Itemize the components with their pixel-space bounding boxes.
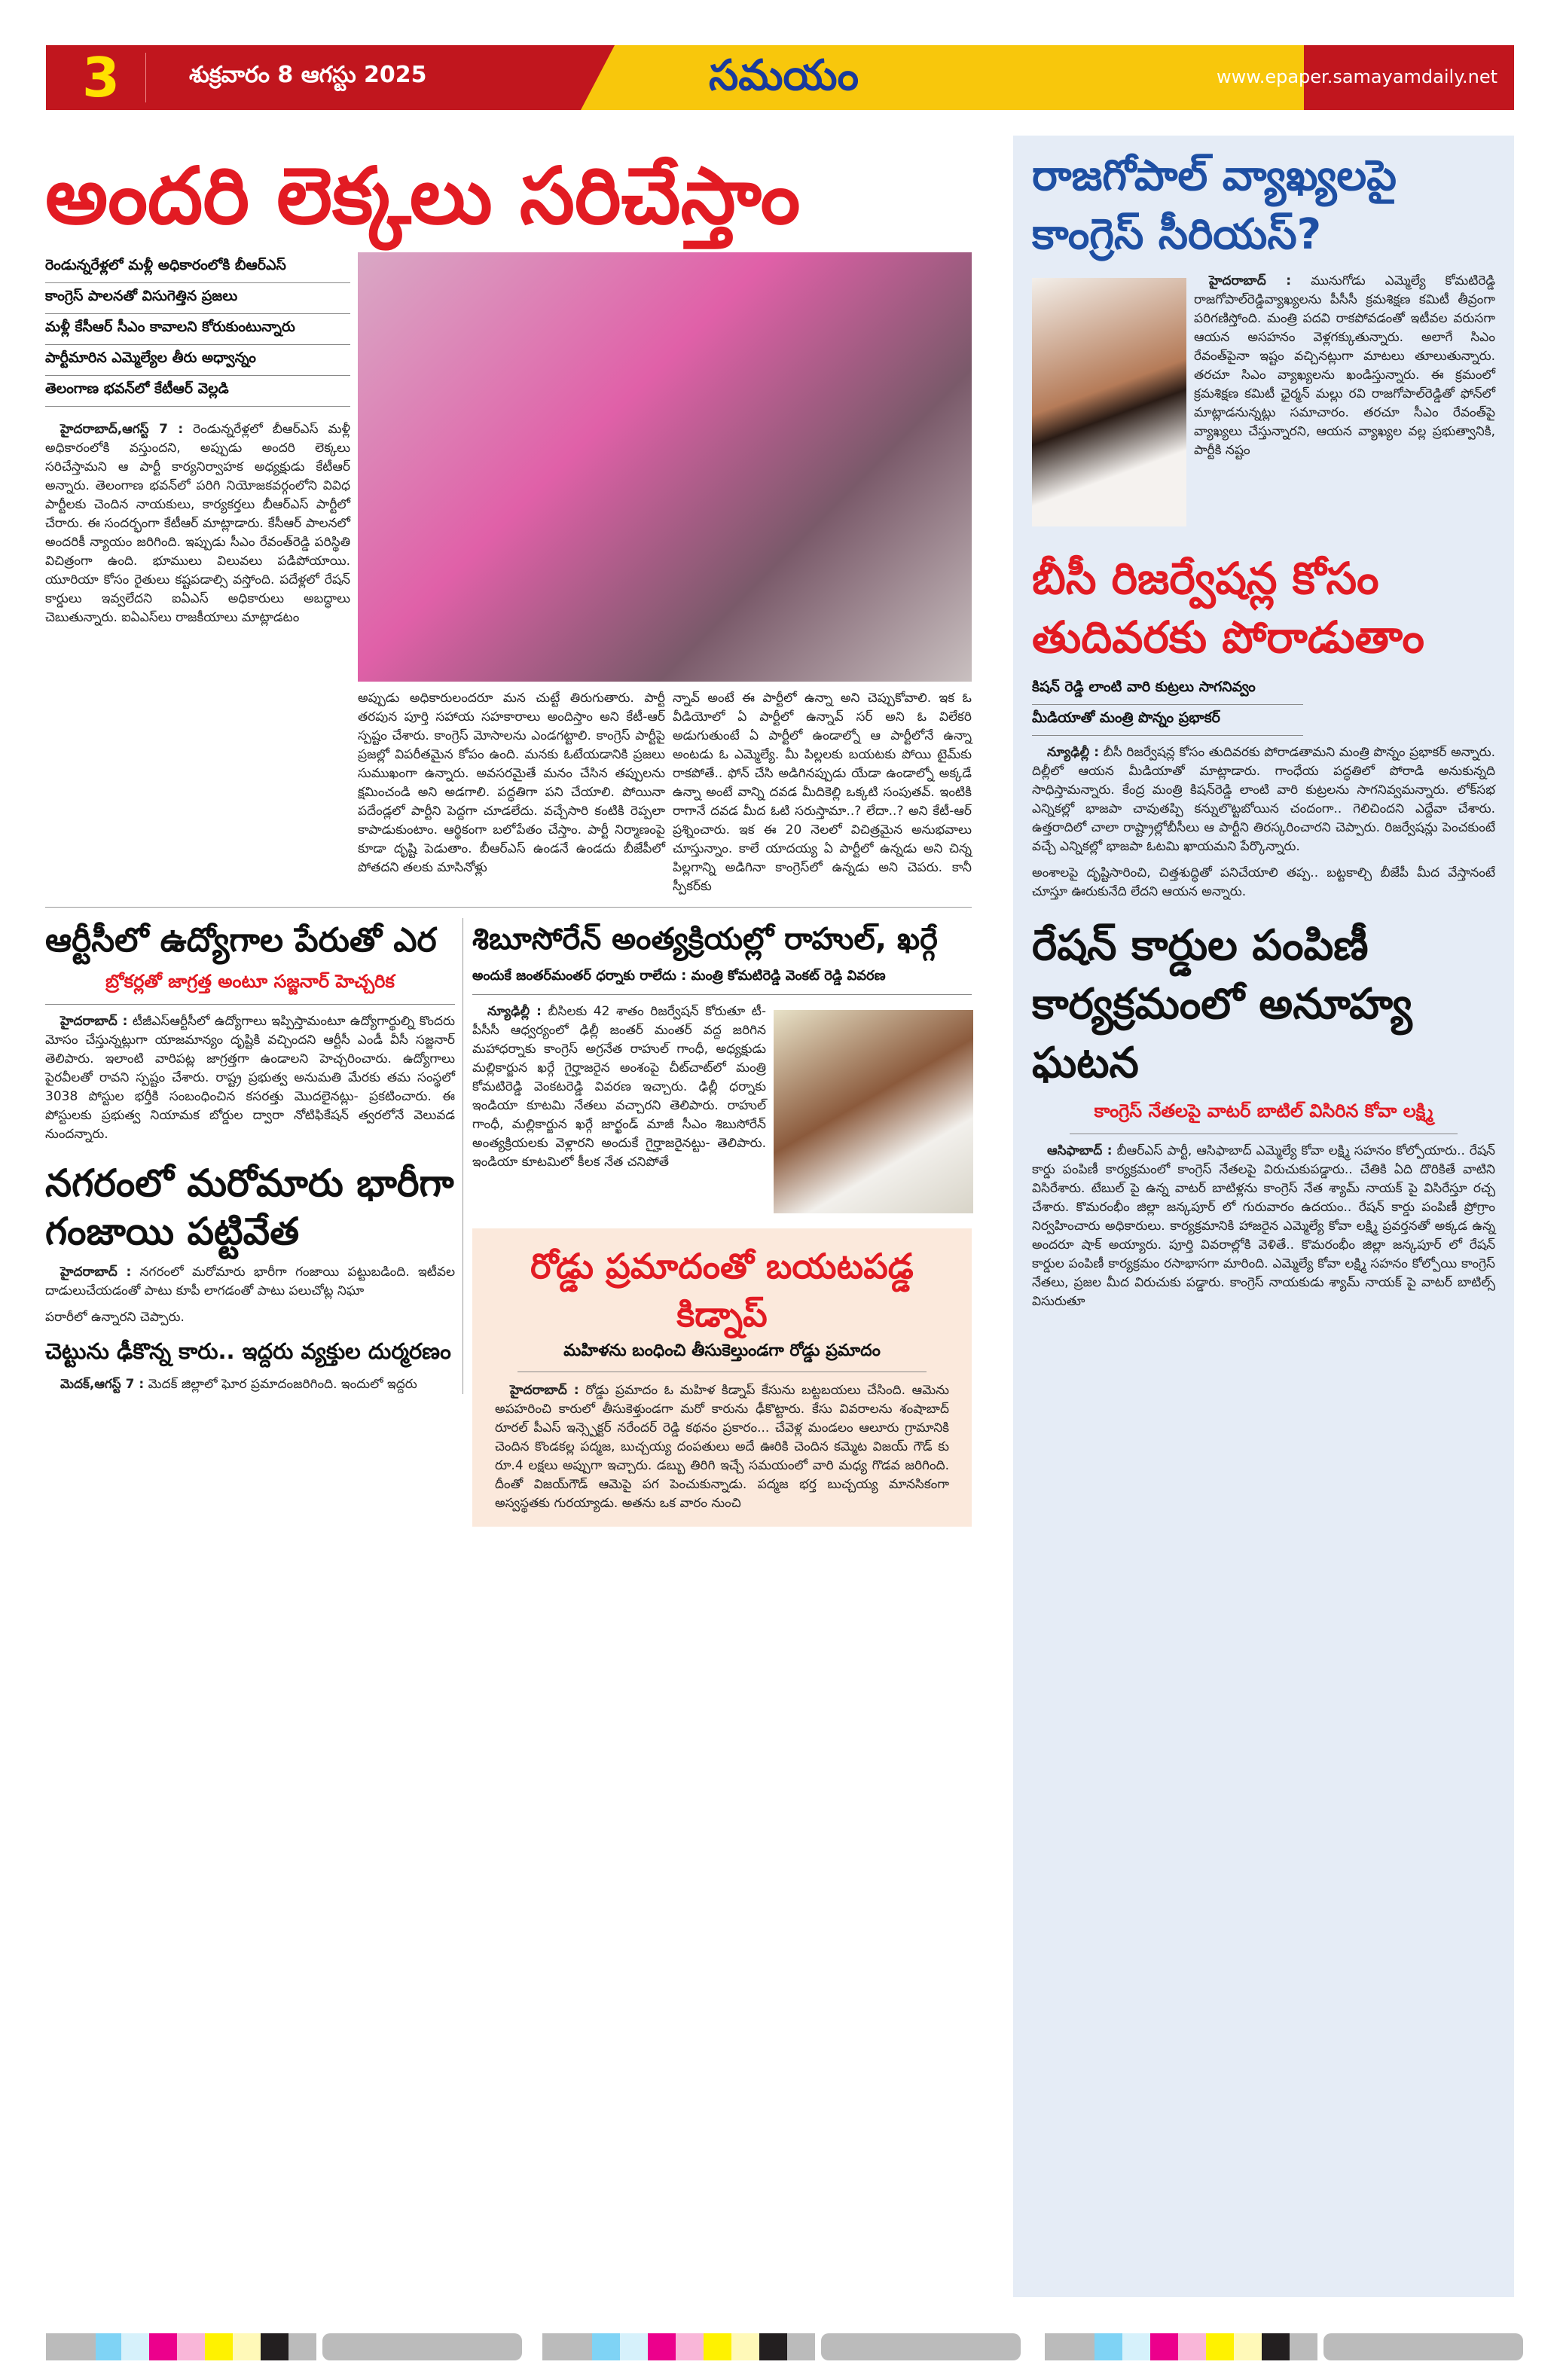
rajagopal-photo [1032,278,1186,526]
rajagopal-headline: రాజగోపాల్ వ్యాఖ్యలపై కాంగ్రెస్ సీరియస్? [1032,151,1397,259]
ganja-headline: నగరంలో మరోమారు భారీగా గంజాయి పట్టివేత [45,1161,454,1253]
header-divider [145,53,146,102]
rtc-headline: ఆర్టీసీలో ఉద్యోగాల పేరుతో ఎర [45,921,437,960]
kidnap-body [495,1381,949,1513]
medak-body [45,1375,455,1394]
dateline: హైదరాబాద్ : [60,1265,132,1280]
left-area [45,147,972,1527]
body-text: బీసిలకు 42 శాతం రిజర్వేషన్ కోరుతూ టీ-పీసీసీ ఆధ్వర్యంలో ఢిల్లీ జంతర్ మంతర్ వద్ద జరిగిన మహాధర్నాకు కాంగ్రెస్ అగ్రనేత రాహుల్ గాంధీ, అధ్యక్షుడు మల్లికార్జున ఖర్గే గైర్హాజరైన అంశంపై చీట్‌చాట్‌లో మంత్రి కోమటిరెడ్డి వెంకటరెడ్డి వివరణ ఇచ్చారు. ఢిల్లీ ధర్నాకు ఇండియా కూటమి నేతలు వచ్చారని తెలిపారు. రాహుల్ గాంధీ, మల్లికార్జున ఖర్గే జార్ఖండ్ మాజీ సీఎం శిబుసోరేన్ అంత్యక్రియలకు వెళ్లారని అందుకే గైర్హాజరైనట్టు- తెలిపారు. ఇండియా కూటమిలో కీలక నేత చనిపోతే [472,1004,766,1170]
rtc-body [45,1012,455,1144]
kidnap-box [472,1228,972,1527]
dateline: న్యూఢిల్లీ : [487,1004,542,1019]
rajagopal-story [1032,272,1495,526]
kidnap-deck: మహిళను బంధించి తీసుకెల్తుండగా రోడ్డు ప్రమాదం [517,1341,927,1372]
color-registration-bar [1045,2333,1523,2360]
shibu-story [472,1002,972,1213]
body-text: బీసీ రిజర్వేషన్ల కోసం తుదివరకు పోరాడతామని మంత్రి పొన్నం ప్రభాకర్ అన్నారు. దిల్లీలో ఆయన మీడియాతో మాట్లాడారు. గాంధేయ పద్ధతిలో పోరాడి అనుకున్నది సాధిస్తామన్నారు. కేంద్ర మంత్రి కిషన్‌రెడ్డి లాంటి వారి కుట్రలను సాగనివ్వమన్నారు. లోక్‌సభ ఎన్నికల్లో భాజపా చావుతప్పి కన్నులొట్టబోయిన చందంగా.. గెలిచిందని ఎద్దేవా చేశారు. ఉత్తరాదిలో చాలా రాష్ట్రాల్లోబీసీలు ఆ పార్టీని తిరస్కరించారని చెప్పారు. రిజర్వేషన్లు పెంచకుంటే వచ్చే ఎన్నికల్లో భాజపా ఓటమి ఖాయమని పేర్కొన్నారు. [1032,745,1495,854]
lower-middle-column [463,918,972,1527]
page-header [46,45,1514,110]
ration-deck: కాంగ్రెస్ నేతలపై వాటర్ బాటిల్ విసిరిన కోవా లక్ష్మి [1070,1100,1458,1134]
shibu-headline: శిబూసోరేన్ అంత్యక్రియల్లో రాహుల్, ఖర్గే [472,922,938,957]
shibu-body [472,1002,766,1172]
header-yellow-band [581,45,1304,110]
dateline: ఆసిఫాబాద్ : [1047,1143,1113,1158]
ration-body [1032,1142,1495,1311]
medak-headline: చెట్టును ఢీకొన్న కారు.. ఇద్దరు వ్యక్తుల దుర్మరణం [45,1338,451,1364]
body-text: రోడ్డు ప్రమాదం ఓ మహిళ కిడ్నాప్ కేసును బట్టబయలు చేసింది. ఆమెను అపహరించి కారులో తీసుకెళ్తుండగా మరో కారును ఢీకొట్టారు. కేసు వివరాలను శంషాబాద్ రూరల్ పీఎస్ ఇన్స్పెక్టర్ నరేందర్ రెడ్డి కథనం ప్రకారం... చేవెళ్ల మండలం ఆలూరు గ్రామానికి చెందిన కొండకల్ల పద్మజ, బుచ్చయ్య దంపతులు అదే ఊరికి చెందిన కమ్మెట విజయ్ గౌడ్ కు రూ.4 లక్షలు అప్పుగా ఇచ్చారు. డబ్బు తిరిగి ఇచ్చే సమయంలో వారి మధ్య గొడవ జరిగింది. దీంతో విజయ్‌గౌడ్ ఆమెపై పగ పెంచుకున్నాడు. పద్మజ భర్త బుచ్చయ్య మానసికంగా అస్వస్థతకు గురయ్యాడు. అతను ఒక వారం నుంచి [495,1383,950,1511]
bc-headline: బీసీ రిజర్వేషన్ల కోసం తుదివరకు పోరాడుతాం [1032,553,1424,663]
lead-columns [358,689,972,896]
body-text: మెదక్ జిల్లాలో ఘోర ప్రమాదంజరిగింది. ఇందులో ఇద్దరు [148,1377,417,1392]
lead-body-col1 [45,420,350,627]
shibu-deck: అందుకే జంతర్‌మంతర్ ధర్నాకు రాలేదు : మంత్రి కోమటిరెడ్డి వెంకట్ రెడ్డి వివరణ [472,968,972,995]
rtc-deck: బ్రోకర్లతో జాగ్రత్త అంటూ సజ్జనార్ హెచ్చరిక [45,971,455,1005]
masthead-logo: సమయం [709,51,859,100]
dateline: మెదక్,ఆగస్ట్ 7 : [60,1377,145,1392]
section-divider [45,907,972,908]
color-registration-bar [46,2333,522,2360]
lead-decks [45,252,350,627]
body-text: రెండున్నరేళ్లలో బీఆర్ఎస్ మళ్లీ అధికారంలోకి వస్తుందని, అప్పుడు అందరి లెక్కలు సరిచేస్తామని ఆ పార్టీ కార్యనిర్వాహక అధ్యక్షుడు కేటీఆర్ అన్నారు. తెలంగాణ భవన్‌లో పరిగి నియోజకవర్గంలోని వివిధ పార్టీలకు చెందిన నాయకులు, కార్యకర్తలు బీఆర్ఎస్ పార్టీలో చేరారు. ఈ సందర్భంగా కేటీఆర్ మాట్లాడారు. కేసీఆర్ పాలనలో అందరికీ న్యాయం జరిగింది. ఇప్పుడు సీఎం రేవంత్‌రెడ్డి పరిస్థితి విచిత్రంగా ఉంది. భూములు విలువలు పడిపోయాయి. యూరియా కోసం రైతులు కష్టపడాల్సి వస్తోంది. పదేళ్లలో రేషన్ కార్డులు ఇవ్వలేదని ఐఏఎస్ అధికారులు అబద్ధాలు చెబుతున్నారు. ఐఏఎస్‌లు రాజకీయాలు మాట్లాడటం [45,422,350,625]
lead-story [45,252,972,896]
bc-deck: మీడియాతో మంత్రి పొన్నం ప్రభాకర్ [1032,705,1303,736]
dateline: న్యూఢిల్లీ : [1047,745,1100,760]
lead-body-col3: న్నావ్ అంటే ఈ పార్టీలో ఉన్నా అని చెప్పుకోవాలి. ఇక ఓ వీడియోలో ఏ పార్టీలో ఉన్నావ్ సర్ అని ఓ విలేకరి అడుగుతుంటే ఏ పార్టీలో ఉండాల్నో ఆ పార్టీలోనే ఉన్నా అంటడు ఓ ఎమ్మెల్యే. మీ పిల్లలకు బయటకు పోయి టైమ్‌కు రాకపోతే.. ఫోన్ చేసి అడిగినప్పుడు యేడా ఉండాల్నో అక్కడే ఉన్నా అంటే వాన్ని దవడ మీదికెల్లి ఒక్కటి సంపుతవ్. ఇంటికి రాగానే దవడ మీద ఓటి సరుస్తామా..? లేదా..? అని కేటీ-ఆర్ ప్రశ్నించారు. ఇక ఈ 20 నెలలో విచిత్రమైన అనుభవాలు చూస్తున్నాం. కాలే యాదయ్య ఏ పార్టీలో ఉన్నడు అని చిన్న పిల్లగాన్ని అడిగినా కాంగ్రెస్‌లో ఉన్నడు అని చెపరు. కానీ స్పీకర్‌కు [673,691,972,894]
dateline: హైదరాబాద్,ఆగస్ట్ 7 : [60,422,184,437]
lower-left-column [45,918,463,1394]
lower-sections [45,918,972,1527]
rajagopal-body [1194,272,1495,460]
komatireddy-photo [774,1010,973,1213]
body-text: మునుగోడు ఎమ్మెల్యే కోమటిరెడ్డి రాజగోపాల్‌రెడ్డివ్యాఖ్యలను పీసీసీ క్రమశిక్షణ కమిటీ తీవ్రంగా పరిగణిస్తోంది. మంత్రి పదవి రాకపోవడంతో ఇటీవల వరుసగా ఆయన అసహనం వెళ్లగక్కుతున్నారు. అలాగే సిఎం రేవంత్‌పైనా ఇష్టం వచ్చినట్లుగా మాటలు తూలుతున్నారు. తరచూ సిఎం వ్యాఖ్యలను ఖండిస్తున్నారు. ఈ క్రమంలో క్రమశిక్షణ కమిటీ ఛైర్మన్ మల్లు రవి రాజగోపాల్‌రెడ్డితో ఫోన్‌లో మాట్లాడనున్నట్లు సమాచారం. తరచూ సీఎం రేవంత్‌పై వ్యాఖ్యలు చేస్తున్నారని, ఆయన వ్యాఖ్యల వల్ల ప్రభుత్వానికి, పార్టీకి నష్టం [1194,273,1496,458]
lead-deck: మళ్లీ కేసీఆర్ సీఎం కావాలని కోరుకుంటున్నారు [45,314,350,345]
lead-headline: అందరి లెక్కలు సరిచేస్తాం [45,150,801,242]
bc-deck: కిషన్ రెడ్డి లాంటి వారి కుట్రలు సాగనివ్వం [1032,674,1303,705]
color-registration-bar [542,2333,1021,2360]
dateline: హైదరాబాద్ : [60,1014,128,1029]
page-number: 3 [82,46,121,109]
body-text: నగరంలో మరోమారు భారీగా గంజాయి పట్టుబడింది. ఇటీవల దాడులుచేయడంతో పాటు కూపీ లాగడంతో పాటు పలుచోట్ల నిఘా [45,1265,456,1298]
bc-body [1032,743,1495,856]
kidnap-headline: రోడ్డు ప్రమాదంతో బయటపడ్డ కిడ్నాప్ [530,1246,914,1335]
issue-date: శుక్రవారం 8 ఆగస్టు 2025 [189,62,427,88]
lead-body-col2: అప్పుడు అధికారులందరూ మన చుట్టే తిరుగుతారు. పార్టీ తరపున పూర్తి సహాయ సహకారాలు అందిస్తాం అని కేటీ-ఆర్ స్పష్టం చేశారు. కాంగ్రెస్ మోసాలను ఎండగట్టాలి. కాంగ్రెస్ పార్టీపై ప్రజల్లో విపరీతమైన కోపం ఉంది. మనకు ఓటేయడానికి ప్రజలు సుముఖంగా ఉన్నారు. అవసరమైతే మనం చేసిన తప్పులను క్షమించండి అని అడగాలి. పద్ధతిగా పని చేయాలి. పోయినా పదేండ్లలో పార్టీని పెద్దగా చూడలేదు. వచ్చేసారి కంటికి రెప్పలా కాపాడుకుంటాం. ఆర్థికంగా బలోపేతం చేస్తాం. పార్టీ నిర్మాణంపై కూడా దృష్టి పెడుతాం. బీఆర్ఎస్ ఉండనే ఉండదు బీజేపీలో పోతదని తలకు మాసినోళ్లు [358,691,665,875]
body-text: టీజీఎస్ఆర్టీసీలో ఉద్యోగాలు ఇప్పిస్తామంటూ ఉద్యోగార్థుల్ని కొందరు మోసం చేస్తున్నట్లుగా యాజమాన్యం దృష్టికి వచ్చిందని ఆర్టీసీ ఎండీ వీసీ సజ్జనార్ తెలిపారు. ఇలాంటి వారిపట్ల జాగ్రత్తగా ఉండాలని హెచ్చరించారు. ఉద్యోగాలు పైరవీలతో రావని స్పష్టం చేశారు. రాష్ట్ర ప్రభుత్వ అనుమతి మేరకు తమ సంస్థలో 3038 పోస్టుల భర్తీకి సంబంధించిన కసరత్తు మొదలైనట్లు- ప్రకటించారు. ఈ పోస్టులకు ప్రభుత్వ నియామక బోర్డుల ద్వారా నోటిఫికేషన్ త్వరలోనే వెలువడ నుందన్నారు. [45,1014,455,1142]
lead-right [358,252,972,896]
bc-body-closing: అంశాలపై దృష్టిసారించి, చిత్తశుద్ధితో పనిచేయాలి తప్ప.. బట్టకాల్చి బీజేపీ మీద వేస్తానంటే చూస్తూ ఊరుకునేది లేదని ఆయన అన్నారు. [1032,865,1495,899]
lead-deck: తెలంగాణ భవన్‌లో కేటీఆర్ వెల్లడి [45,376,350,407]
dateline: హైదరాబాద్ : [510,1383,579,1398]
right-panel [1013,136,1514,2297]
lead-photo-ktr-joining-event [358,252,972,682]
bc-decks [1032,674,1303,736]
ganja-body-closing: పరారీలో ఉన్నారని చెప్పారు. [45,1310,185,1325]
lead-deck: పార్టీమారిన ఎమ్మెల్యేల తీరు అధ్వాన్నం [45,345,350,376]
body-text: బీఆర్ఎస్ పార్టీ, ఆసిఫాబాద్ ఎమ్మెల్యే కోవా లక్ష్మి సహనం కోల్పోయారు.. రేషన్ కార్డు పంపిణీ కార్యక్రమంలో కాంగ్రెస్ నేతలపై విరుచుకుపడ్డారు.. చేతికి ఏది దొరికితే వాటిని విసిరేశారు. టేబుల్ పై ఉన్న వాటర్ బాటిళ్లను కాంగ్రెస్ నేత శ్యామ్ నాయక్ పై విసిరేస్తూ రచ్చ చేశారు. కొమరంభీం జిల్లా జన్కపూర్ లో గురువారం ఉదయం.. రేషన్ కార్డు పంపిణీ ప్రోగ్రాం నిర్వహించారు అధికారులు. కార్యక్రమానికి హాజరైన ఎమ్మెల్యే కోవా లక్ష్మి ప్రవర్తనతో అక్కడ ఉన్న అందరూ షాక్ అయ్యారు. పూర్తి వివరాల్లోకి వెళితే.. కొమరంభీం జిల్లా జన్కపూర్ లో రేషన్ కార్డుల పంపిణీ కార్యక్రమం రసాభాసగా మారింది. ఎమ్మెల్యే కోవా లక్ష్మి సహనం కోల్పోయి కాంగ్రెస్ నేతలు, ప్రజల మీద విరుచుకు పడ్డారు. కాంగ్రెస్ నాయకుడు శ్యామ్ నాయక్ పై వాటర్ బాటిల్స్ విసురుతూ [1032,1143,1495,1309]
ration-headline: రేషన్ కార్డుల పంపిణీ కార్యక్రమంలో అనూహ్య ఘటన [1032,921,1412,1088]
lead-deck: రెండున్నరేళ్లలో మళ్లీ అధికారంలోకి బీఆర్ఎస్ [45,252,350,283]
ganja-body [45,1263,455,1301]
epaper-url[interactable]: www.epaper.samayamdaily.net [1217,66,1497,87]
dateline: హైదరాబాద్ : [1209,273,1292,288]
lead-deck: కాంగ్రెస్ పాలనతో విసుగెత్తిన ప్రజలు [45,283,350,314]
